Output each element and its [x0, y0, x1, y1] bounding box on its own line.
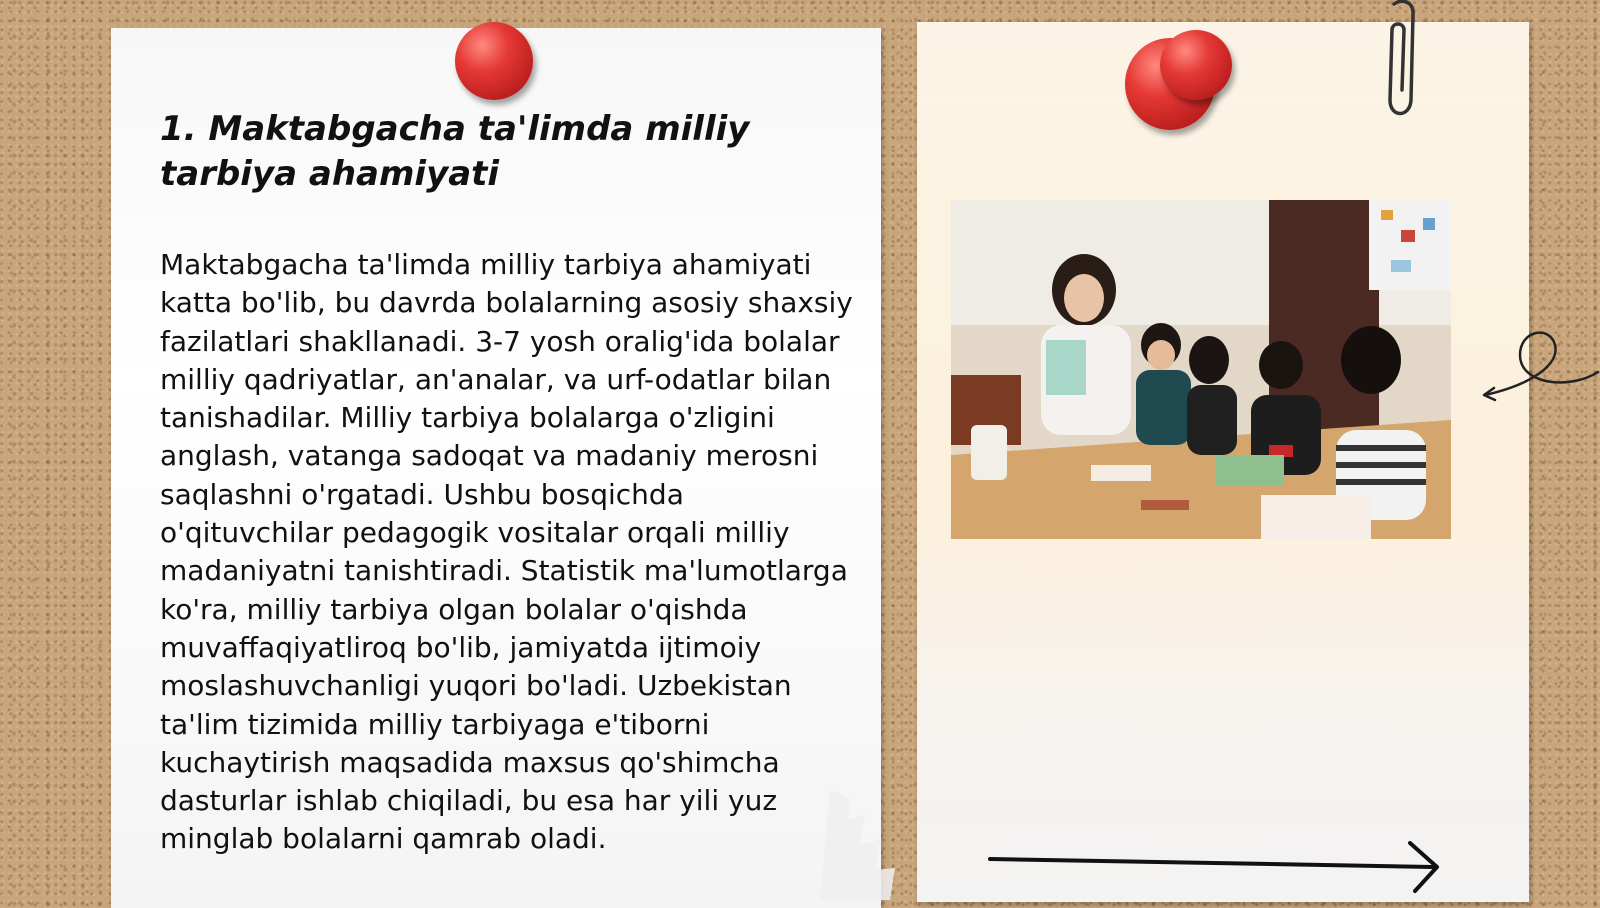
loop-arrow-icon: [1480, 310, 1600, 420]
teacher-with-children-image: [951, 200, 1451, 539]
torn-paper-edge: [820, 790, 910, 900]
pushpin-icon: [455, 22, 533, 100]
classroom-photo: [951, 200, 1451, 539]
arrow-right-icon: [985, 835, 1450, 895]
slide-title: 1. Maktabgacha ta'limda milliy tarbiya ahamiyati: [160, 109, 750, 194]
pushpin-icon: [1160, 30, 1232, 100]
slide-body-text: Maktabgacha ta'limda milliy tarbiya ahamiyati katta bo'lib, bu davrda bolalarning asosiy shaxsiy fazilatlari shakllanadi. 3-7 yosh oralig'ida bolalar milliy qadriyatlar, an'analar, va urf-odatlar bilan tanishadilar. Milliy tarbiya bolalarga o'zligini anglash, vatanga sadoqat va madaniy merosni saqlashni o'rgatadi. Ushbu bosqichda o'qituvchilar pedagogik vositalar orqali milliy madaniyatni tanishtiradi. Statistik ma'lumotlarga ko'ra, milliy tarbiya olgan bolalar o'qishda muvaffaqiyatliroq bo'lib, jamiyatda ijtimoiy moslashuvchanligi yuqori bo'ladi. Uzbekistan ta'lim tizimida milliy tarbiyaga e'tiborni kuchaytirish maqsadida maxsus qo'shimcha dasturlar ishlab chiqiladi, bu esa har yili yuz minglab bolalarni qamrab oladi.: [160, 248, 853, 856]
paperclip-icon: [1380, 0, 1420, 125]
